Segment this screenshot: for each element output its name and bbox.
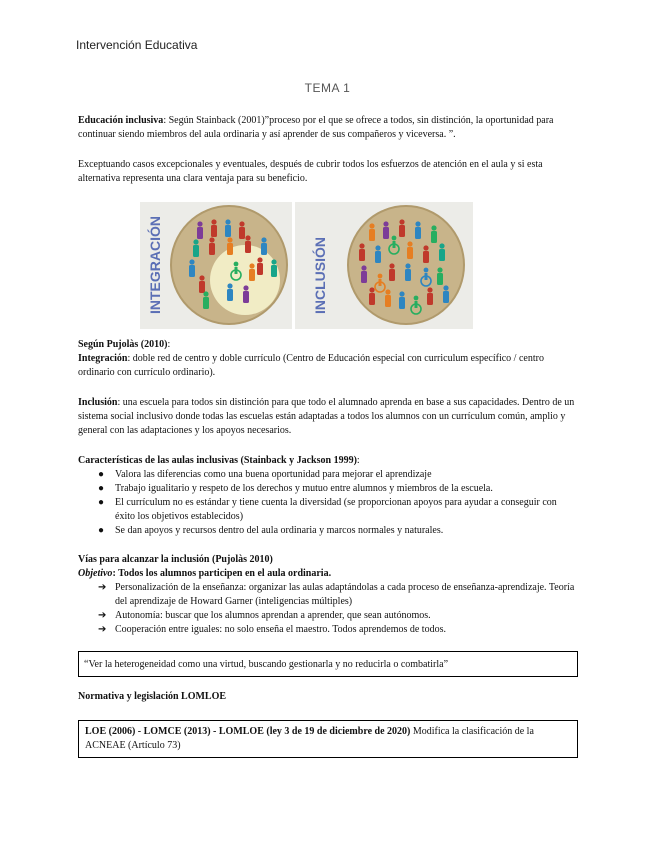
person-icon	[249, 263, 255, 281]
person-icon	[261, 237, 267, 255]
integration-label: INTEGRACIÓN	[147, 216, 163, 314]
person-icon	[189, 259, 195, 277]
person-icon	[193, 239, 199, 257]
list-item: ● Valora las diferencias como una buena oportunidad para mejorar el aprendizaje	[98, 469, 432, 480]
person-icon	[423, 245, 429, 263]
page-title: TEMA 1	[304, 81, 351, 95]
features-list	[78, 468, 578, 538]
list-item: ➔ Autonomía: buscar que los alumnos aprendan a aprender, que sean autónomos.	[98, 610, 431, 621]
pujolas-heading: Según Pujolàs (2010):	[78, 339, 171, 350]
law-names: LOE (2006) - LOMCE (2013) - LOMLOE (ley 3 de 19 de diciembre de 2020)	[85, 726, 411, 737]
integration-inclusion-figure	[140, 202, 473, 329]
document-header: Intervención Educativa	[76, 38, 198, 52]
objective-text: : Todos los alumnos participen en el aula ordinaria.	[112, 568, 332, 579]
vias-list	[78, 581, 578, 637]
intro-paragraph	[78, 114, 578, 142]
inclusion-definition	[78, 396, 578, 438]
vias-heading	[78, 553, 578, 567]
list-item: ● Se dan apoyos y recursos dentro del aula ordinaria y marcos normales y naturales.	[98, 525, 444, 536]
features-heading-colon: :	[356, 455, 360, 466]
person-icon	[359, 243, 365, 261]
person-icon	[245, 235, 251, 253]
person-icon	[383, 221, 389, 239]
normativa-heading-text: Normativa y legislación LOMLOE	[78, 691, 227, 702]
objective-label: Objetivo	[78, 568, 113, 579]
list-item: ➔ Personalización de la enseñanza: organizar las aulas adaptándolas a cada proceso de enseñanza-aprendizaje. Teoría del aprendizaje de Howard Garner (inteligencias múltiples)	[98, 582, 575, 607]
person-icon	[257, 257, 263, 275]
person-icon	[375, 245, 381, 263]
person-icon	[439, 243, 445, 261]
person-icon	[271, 259, 277, 277]
features-heading-text: Características de las aulas inclusivas (Stainback y Jackson 1999)	[78, 455, 357, 466]
intro-text: : Según Stainback (2001)”proceso por el que se ofrece a todos, sin distinción, la oportunidad para continuar siendo miembros del aula ordinaria y así aprender de sus compañeros y viceversa. ”.	[78, 115, 554, 140]
person-icon	[405, 263, 411, 281]
intro-term: Educación inclusiva	[78, 115, 164, 126]
vias-objective	[78, 567, 578, 581]
person-icon	[227, 237, 233, 255]
person-icon	[399, 219, 405, 237]
person-icon	[227, 283, 233, 301]
person-icon	[239, 221, 245, 239]
person-icon	[385, 289, 391, 307]
person-icon	[369, 223, 375, 241]
person-icon	[199, 275, 205, 293]
list-item: ➔ Cooperación entre iguales: no solo enseña el maestro. Todos aprendemos de todos.	[98, 624, 446, 635]
person-icon	[369, 287, 375, 305]
integration-inner-disk	[210, 245, 280, 315]
person-icon	[225, 219, 231, 237]
list-item: ● El currículum no es estándar y tiene cuenta la diversidad (se proporcionan apoyos para ayudar a conseguir con éxito los objetivos establecidos)	[98, 497, 557, 522]
person-icon	[427, 287, 433, 305]
person-icon	[431, 225, 437, 243]
person-icon	[203, 291, 209, 309]
features-heading	[78, 454, 578, 468]
person-icon	[211, 219, 217, 237]
exception-paragraph: Exceptuando casos excepcionales y eventuales, después de cubrir todos los esfuerzos de atención en el aula y si esta alternativa representa una clara ventaja para su beneficio.	[78, 159, 543, 184]
inclusion-text: : una escuela para todos sin distinción para que todo el alumnado aprenda en base a sus capacidades. Dentro de un sistema social inclusivo donde todas las escuelas están adaptadas a todos los alumnos con un currículum común, amplio y general con las adaptaciones y los apoyos necesarios.	[78, 397, 575, 436]
vias-heading-text: Vías para alcanzar la inclusión (Pujolàs 2010)	[78, 554, 273, 565]
quote-box	[78, 651, 578, 677]
integration-text: : doble red de centro y doble currículo (Centro de Educación especial con curriculum específico / centro ordinario con currículo ordinario).	[78, 353, 544, 378]
person-icon	[361, 265, 367, 283]
figure-svg	[140, 202, 473, 329]
list-item: ● Trabajo igualitario y respeto de los derechos y mutuo entre alumnos y miembros de la escuela.	[98, 483, 493, 494]
person-icon	[437, 267, 443, 285]
integration-term: Integración	[78, 353, 128, 364]
law-box	[78, 720, 578, 758]
person-icon	[209, 237, 215, 255]
inclusion-label: INCLUSIÓN	[312, 237, 328, 314]
pujolas-heading-text: Según Pujolàs (2010)	[78, 339, 168, 350]
person-icon	[407, 241, 413, 259]
person-icon	[399, 291, 405, 309]
person-icon	[197, 221, 203, 239]
person-icon	[415, 221, 421, 239]
law-text: Modifica la clasificación de la ACNEAE (Artículo 73)	[85, 726, 534, 751]
normativa-heading	[78, 690, 578, 704]
quote-text: “Ver la heterogeneidad como una virtud, buscando gestionarla y no reducirla o combatirla”	[84, 659, 449, 670]
person-icon	[443, 285, 449, 303]
person-icon	[389, 263, 395, 281]
inclusion-term: Inclusión	[78, 397, 118, 408]
integration-definition	[78, 352, 578, 380]
person-icon	[243, 285, 249, 303]
